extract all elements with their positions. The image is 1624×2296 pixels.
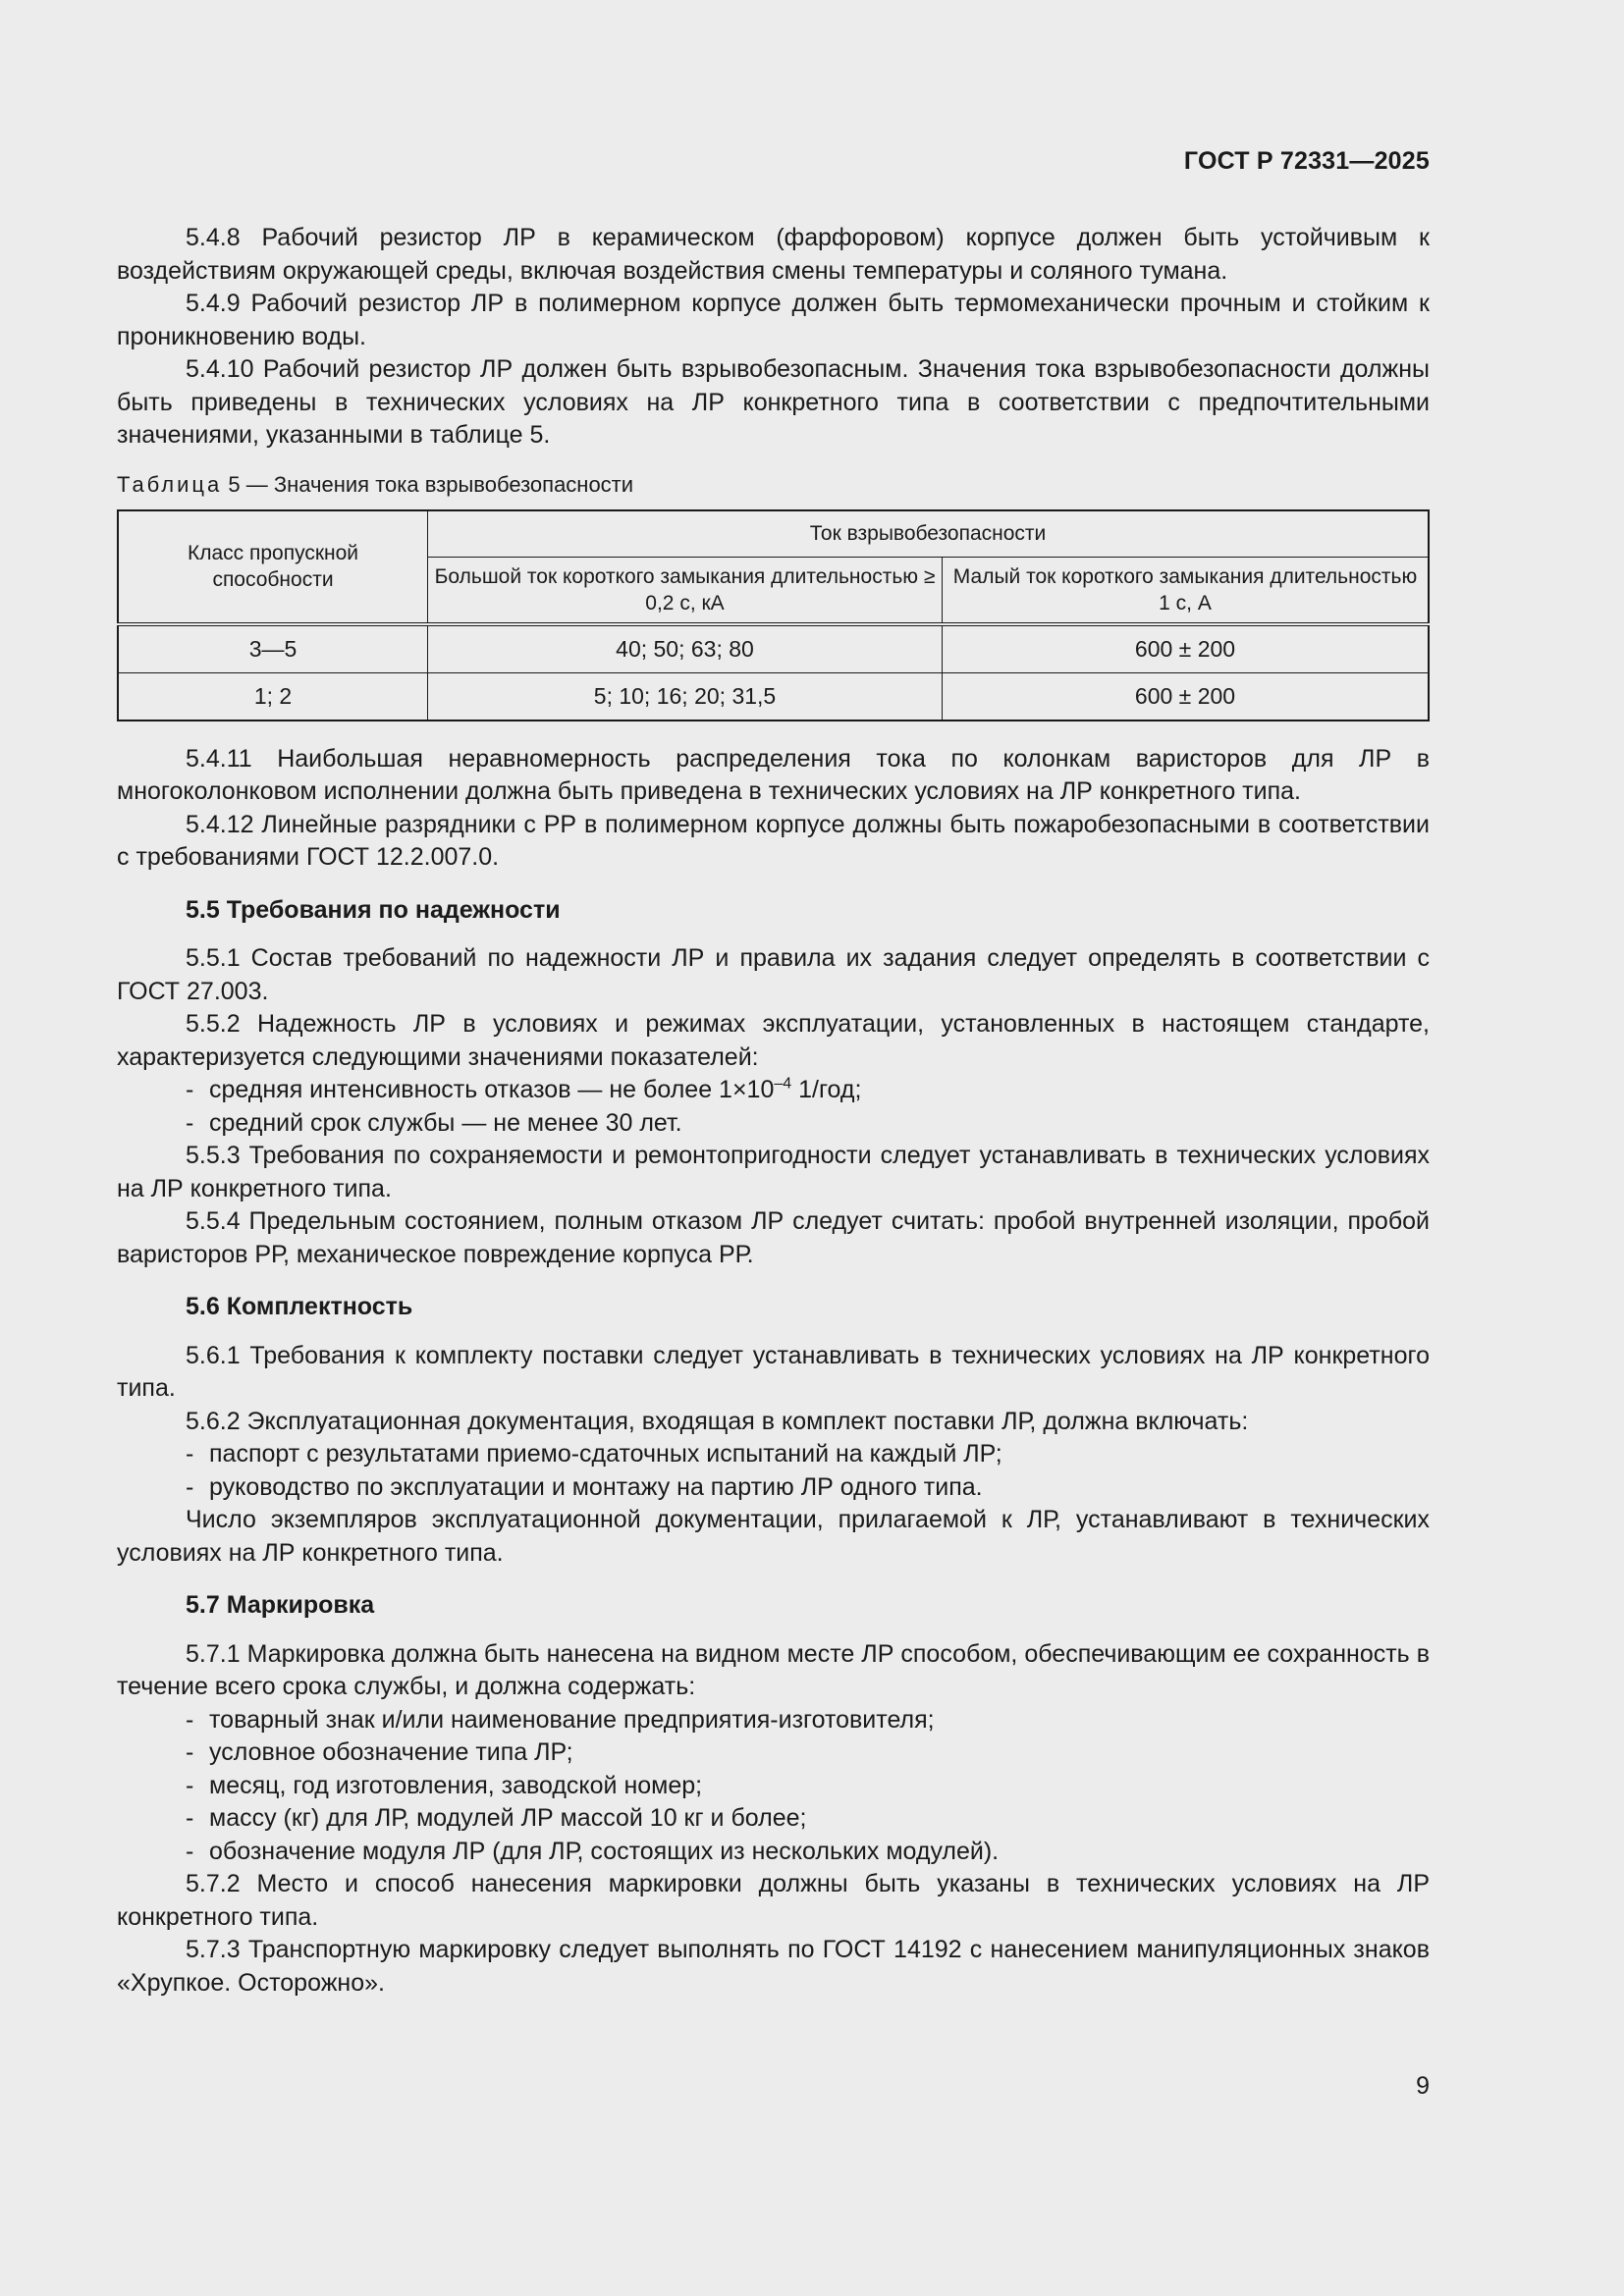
paragraph-5-7-3: 5.7.3 Транспортную маркировку следует выполнять по ГОСТ 14192 с нанесением манипуляционных знаков «Хрупкое. Осторожно».: [117, 1936, 1430, 1997]
explosion-safety-table: [117, 509, 1430, 721]
paragraph-doc-count: Число экземпляров эксплуатационной документации, прилагаемой к ЛР, устанавливают в технических условиях на ЛР конкретного типа.: [117, 1506, 1430, 1567]
list-item-text: средняя интенсивность отказов — не более 1×10: [209, 1076, 775, 1103]
table-header-group: Ток взрывобезопасности: [428, 510, 1430, 558]
heading-5-5: 5.5 Требования по надежности: [186, 895, 561, 924]
list-item-text: средний срок службы — не менее 30 лет.: [209, 1108, 682, 1137]
table-row: [118, 672, 1429, 721]
list-item: [117, 1770, 1430, 1803]
bullet-dash: -: [186, 1076, 194, 1103]
paragraph-5-6-2: 5.6.2 Эксплуатационная документация, входящая в комплект поставки ЛР, должна включать:: [186, 1407, 1249, 1435]
heading-5-7: 5.7 Маркировка: [186, 1591, 375, 1619]
paragraph-5-6-1: 5.6.1 Требования к комплекту поставки следует устанавливать в технических условиях на ЛР конкретного типа.: [117, 1341, 1430, 1402]
table-cell-small-current: 600 ± 200: [943, 672, 1430, 721]
paragraph-5-4-9: 5.4.9 Рабочий резистор ЛР в полимерном корпусе должен быть термомеханически прочным и стойким к проникновению воды.: [117, 290, 1430, 350]
list-item: [117, 1074, 1430, 1107]
bullet-dash: -: [186, 1472, 194, 1501]
paragraph-5-5-1: 5.5.1 Состав требований по надежности ЛР и правила их задания следует определять в соответствии с ГОСТ 27.003.: [117, 944, 1430, 1005]
bullet-dash: -: [186, 1804, 194, 1832]
table-caption-text: 5 — Значения тока взрывобезопасности: [228, 471, 634, 497]
bullet-dash: -: [186, 1705, 194, 1734]
paragraph-5-4-12: 5.4.12 Линейные разрядники с РР в полимерном корпусе должны быть пожаробезопасными в соответствии с требованиями ГОСТ 12.2.007.0.: [117, 810, 1430, 871]
list-item: [117, 1471, 1430, 1505]
paragraph-5-7-2: 5.7.2 Место и способ нанесения маркировки должны быть указаны в технических условиях на ЛР конкретного типа.: [117, 1870, 1430, 1931]
list-item-text: условное обозначение типа ЛР;: [209, 1738, 573, 1766]
list-item-text: месяц, год изготовления, заводской номер;: [209, 1771, 703, 1799]
paragraph-5-5-3: 5.5.3 Требования по сохраняемости и ремонтопригодности следует устанавливать в технических условиях на ЛР конкретного типа.: [117, 1142, 1430, 1202]
list-item: [117, 1736, 1430, 1770]
paragraph-5-4-11: 5.4.11 Наибольшая неравномерность распределения тока по колонкам варисторов для ЛР в многоколонковом исполнении должна быть приведена в технических условиях на ЛР конкретного типа.: [117, 744, 1430, 805]
table-row: [118, 624, 1429, 673]
table-header-big-current: Большой ток короткого замыкания длительностью ≥ 0,2 с, кА: [428, 557, 943, 624]
list-item-text: руководство по эксплуатации и монтажу на партию ЛР одного типа.: [209, 1472, 983, 1501]
document-header: ГОСТ Р 72331—2025: [1183, 147, 1430, 175]
paragraph-5-5-2: 5.5.2 Надежность ЛР в условиях и режимах эксплуатации, установленных в настоящем стандарте, характеризуется следующими значениями показателей:: [117, 1010, 1430, 1071]
bullet-dash: -: [186, 1440, 194, 1468]
list-item: [117, 1107, 1430, 1141]
list-item: [117, 1802, 1430, 1836]
bullet-dash: -: [186, 1108, 194, 1137]
list-item: [117, 1438, 1430, 1471]
table-cell-big-current: 5; 10; 16; 20; 31,5: [428, 672, 943, 721]
list-item-text: паспорт с результатами приемо-сдаточных испытаний на каждый ЛР;: [209, 1440, 1002, 1468]
bullet-dash: -: [186, 1738, 194, 1766]
table-caption-word: Таблица: [117, 471, 223, 497]
list-item-text: товарный знак и/или наименование предприятия-изготовителя;: [209, 1705, 935, 1734]
table-cell-class: 1; 2: [118, 672, 428, 721]
bullet-dash: -: [186, 1771, 194, 1799]
document-body: [117, 222, 1430, 2000]
table-header-class: Класс пропускной способности: [118, 510, 428, 624]
table-caption: [117, 470, 1430, 500]
list-item: [117, 1836, 1430, 1869]
table-cell-class: 3—5: [118, 624, 428, 673]
paragraph-5-7-1: 5.7.1 Маркировка должна быть нанесена на видном месте ЛР способом, обеспечивающим ее сохранность в течение всего срока службы, и должна содержать:: [117, 1639, 1430, 1700]
list-item-text-unit: 1/год;: [791, 1076, 862, 1103]
page-number: 9: [1416, 2072, 1430, 2100]
paragraph-5-4-10: 5.4.10 Рабочий резистор ЛР должен быть взрывобезопасным. Значения тока взрывобезопасности должны быть приведены в технических условиях на ЛР конкретного типа в соответствии с предпочтительными значениями, указанными в таблице 5.: [117, 355, 1430, 449]
paragraph-5-5-4: 5.5.4 Предельным состоянием, полным отказом ЛР следует считать: пробой внутренней изоляции, пробой варисторов РР, механическое повреждение корпуса РР.: [117, 1207, 1430, 1268]
exponent: –4: [774, 1075, 792, 1093]
table-cell-small-current: 600 ± 200: [943, 624, 1430, 673]
table-cell-big-current: 40; 50; 63; 80: [428, 624, 943, 673]
heading-5-6: 5.6 Комплектность: [186, 1293, 413, 1320]
list-item-text: массу (кг) для ЛР, модулей ЛР массой 10 кг и более;: [209, 1804, 807, 1832]
bullet-dash: -: [186, 1837, 194, 1865]
list-item-text: обозначение модуля ЛР (для ЛР, состоящих из нескольких модулей).: [209, 1837, 1000, 1865]
table-header-small-current: Малый ток короткого замыкания длительностью 1 с, А: [943, 557, 1430, 624]
list-item: [117, 1704, 1430, 1737]
paragraph-5-4-8: 5.4.8 Рабочий резистор ЛР в керамическом (фарфоровом) корпусе должен быть устойчивым к воздействиям окружающей среды, включая воздействия смены температуры и соляного тумана.: [117, 224, 1430, 285]
